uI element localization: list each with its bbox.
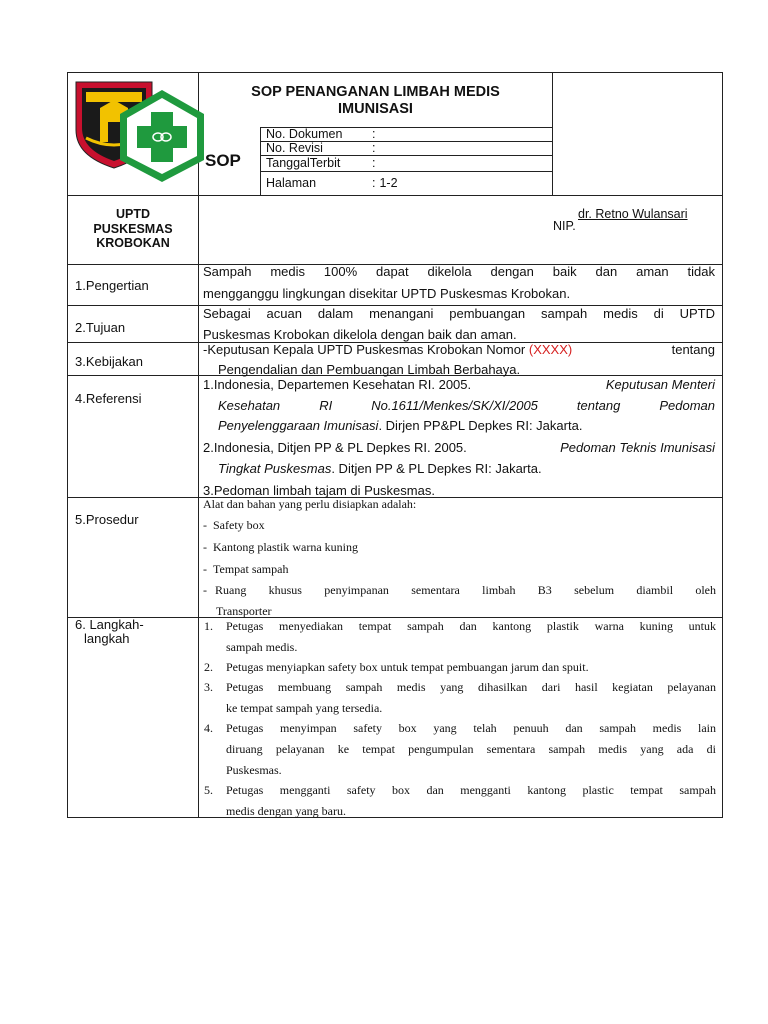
text-span: . Ditjen PP & PL Depkes RI: Jakarta. <box>331 461 542 476</box>
meta-label: TanggalTerbit <box>266 156 341 170</box>
text-span: 2.Indonesia, Ditjen PP & PL Depkes RI. 2005. <box>203 440 471 455</box>
text-span: Penyelenggaraan Imunisasi <box>218 418 379 433</box>
org-name <box>68 207 198 251</box>
list-item-text: Safety box <box>213 518 265 532</box>
step-text: Petugas membuang sampah medis yang dihasilkan dari hasil kegiatan pelayanan <box>226 680 716 694</box>
step-text: sampah medis. <box>226 640 298 654</box>
list-item-cont: Transporter <box>216 604 272 618</box>
content-line: Kesehatan RI No.1611/Menkes/SK/XI/2005 tentang Pedoman <box>218 398 715 413</box>
puskesmas-logo <box>116 88 208 184</box>
divider <box>67 195 723 196</box>
text-span: Keputusan Menteri <box>605 377 715 392</box>
step-text: Petugas mengganti safety box dan mengganti kantong plastic tempat sampah <box>226 783 716 797</box>
frame-bottom <box>67 817 723 818</box>
sop-label: SOP <box>205 151 241 170</box>
meta-value: 1-2 <box>376 176 398 190</box>
signer-nip: NIP. <box>553 219 576 233</box>
org-line: PUSKESMAS <box>93 221 173 236</box>
title-line: SOP PENANGANAN LIMBAH MEDIS <box>251 84 500 100</box>
section-label: 3.Kebijakan <box>75 354 143 369</box>
label-line: 6. Langkah- <box>75 617 144 632</box>
step-number: 2. <box>204 660 213 674</box>
text-span: 1.Indonesia, Departemen Kesehatan RI. 2005. <box>203 377 475 392</box>
list-item: - Tempat sampah <box>203 562 289 576</box>
section-label: 4.Referensi <box>75 391 142 406</box>
step-number: 4. <box>204 721 213 735</box>
page-title <box>199 84 552 118</box>
section-label: 2.Tujuan <box>75 320 126 335</box>
list-item-text: Ruang khusus penyimpanan sementara limbah B3 sebelum diambil oleh <box>215 583 716 597</box>
title-line: IMUNISASI <box>338 101 413 117</box>
content-line <box>218 418 582 433</box>
divider <box>67 617 723 618</box>
content-line: 3.Pedoman limbah tajam di Puskesmas. <box>203 483 435 498</box>
meta-sep: : <box>372 176 376 190</box>
step-number: 3. <box>204 680 213 694</box>
list-item-text: Tempat sampah <box>213 562 289 576</box>
step-text: ke tempat sampah yang tersedia. <box>226 701 383 715</box>
content-line: Sebagai acuan dalam menangani pembuangan sampah medis di UPTD <box>203 306 715 321</box>
text-span: . Dirjen PP&PL Depkes RI: Jakarta. <box>378 418 583 433</box>
health-cross-icon <box>116 88 208 184</box>
step-text: Petugas menyiapkan safety box untuk tempat pembuangan jarum dan spuit. <box>226 660 589 674</box>
content-line <box>203 377 715 392</box>
highlight-text: (XXXX) <box>528 342 573 357</box>
text-span: -Keputusan Kepala UPTD Puskesmas Krobokan Nomor <box>203 342 529 357</box>
text-span: Tingkat Puskesmas <box>218 461 332 476</box>
content-line <box>203 440 715 455</box>
meta-sep: : <box>372 127 376 141</box>
content-line: Sampah medis 100% dapat dikelola dengan baik dan aman tidak <box>203 264 715 279</box>
section-label: 5.Prosedur <box>75 512 139 527</box>
meta-label: No. Revisi <box>266 141 323 155</box>
content-line: Puskesmas Krobokan dikelola dengan baik dan aman. <box>203 327 517 342</box>
content-line: Pengendalian dan Pembuangan Limbah Berbahaya. <box>218 362 521 377</box>
list-item-text: Kantong plastik warna kuning <box>213 540 358 554</box>
step-text: medis dengan yang baru. <box>226 804 346 818</box>
divider <box>260 127 261 195</box>
list-item: - Safety box <box>203 518 265 532</box>
list-item: - Kantong plastik warna kuning <box>203 540 358 554</box>
section-label: 1.Pengertian <box>75 278 149 293</box>
meta-sep: : <box>372 141 376 155</box>
step-text: Petugas menyimpan safety box yang telah penuuh dan sampah medis lain <box>226 721 716 735</box>
signer-name: dr. Retno Wulansari <box>578 207 688 221</box>
step-number: 1. <box>204 619 213 633</box>
text-span: tentang <box>668 342 715 357</box>
org-line: KROBOKAN <box>96 236 170 250</box>
divider <box>552 72 553 195</box>
content-line: mengganggu lingkungan disekitar UPTD Puskesmas Krobokan. <box>203 286 571 301</box>
org-line: UPTD <box>115 207 151 221</box>
step-text: diruang pelayanan ke tempat pengumpulan sementara sampah medis yang ada di <box>226 742 716 756</box>
list-item: - Ruang khusus penyimpanan sementara limbah B3 sebelum diambil oleh <box>203 583 716 597</box>
text-span: Pedoman Teknis Imunisasi <box>560 440 715 455</box>
meta-label: No. Dokumen <box>266 127 343 141</box>
frame-right <box>722 72 723 818</box>
step-text: Petugas menyediakan tempat sampah dan kantong plastik warna kuning untuk <box>226 619 716 633</box>
content-line: Alat dan bahan yang perlu disiapkan adalah: <box>203 497 417 511</box>
divider <box>260 171 553 172</box>
frame-top <box>67 72 723 73</box>
section-label <box>75 618 144 646</box>
content-line <box>218 461 542 476</box>
step-text: Puskesmas. <box>226 763 282 777</box>
label-line: langkah <box>84 631 130 646</box>
content-line <box>203 342 715 357</box>
frame-left <box>67 72 68 818</box>
meta-sep: : <box>372 156 376 170</box>
meta-label: Halaman <box>266 176 317 190</box>
step-number: 5. <box>204 783 213 797</box>
